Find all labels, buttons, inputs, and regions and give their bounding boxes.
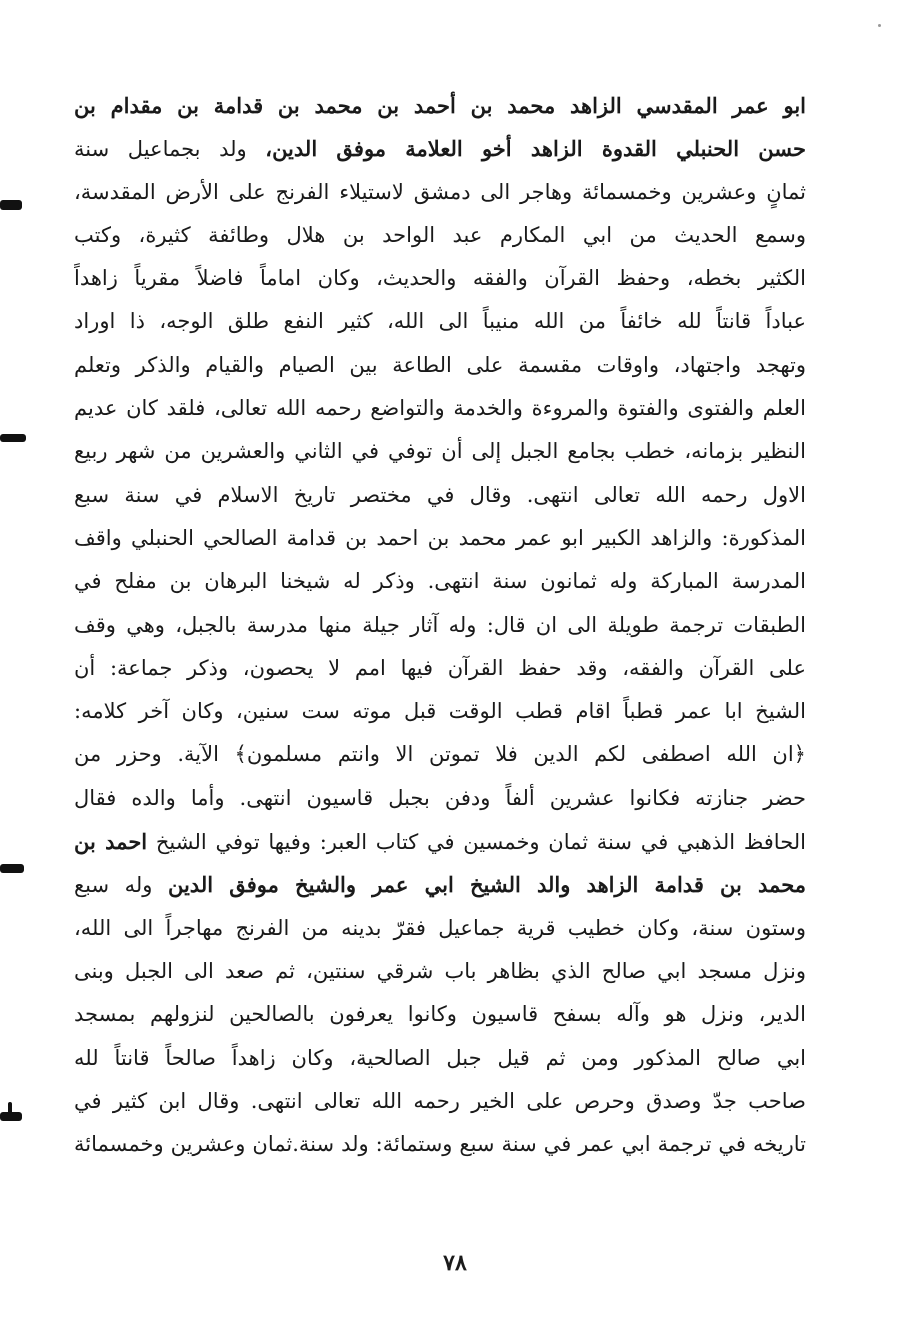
text-line [74, 344, 806, 387]
text-line [74, 950, 806, 993]
scan-speck [878, 24, 881, 27]
bold-text-segment: ابو عمر المقدسي الزاهد محمد بن أحمد بن محمد بن قدامة بن مقدام بن [74, 93, 806, 118]
text-line [74, 214, 806, 257]
margin-ink-mark [0, 200, 22, 210]
text-segment: وسمع الحديث من ابي المكارم عبد الواحد بن هلال وطائفة كثيرة، وكتب [74, 222, 806, 247]
text-line [74, 387, 806, 430]
text-line [74, 430, 806, 473]
text-segment: عباداً قانتاً لله خائفاً من الله منيباً الى الله، كثير النفع طلق الوجه، ذا اوراد [74, 309, 806, 334]
text-line [74, 820, 806, 863]
text-segment: ولد بجماعيل سنة [74, 137, 266, 162]
text-line [74, 171, 806, 214]
text-line [74, 604, 806, 647]
page-number: ٧٨ [443, 1250, 467, 1276]
text-line [74, 127, 806, 170]
text-segment: الكثير بخطه، وحفظ القرآن والفقه والحديث، وكان اماماً فاضلاً مقرياً زاهداً [74, 266, 806, 291]
text-segment: الطبقات ترجمة طويلة الى ان قال: وله آثار جيلة منها مدرسة بالجبل، وهي وقف [74, 612, 806, 637]
margin-ink-mark [0, 434, 26, 442]
text-segment: تاريخه في ترجمة ابي عمر في سنة سبع وستمائة: ولد سنة.ثمان وعشرين وخمسمائة [74, 1132, 806, 1157]
text-line [74, 733, 806, 776]
text-line [74, 907, 806, 950]
text-segment: الحافظ الذهبي في سنة ثمان وخمسين في كتاب العبر: وفيها توفي الشيخ [147, 830, 806, 855]
text-segment: على القرآن والفقه، وقد حفظ القرآن فيها امم لا يحصون، وذكر جماعة: أن [74, 655, 806, 680]
text-segment: الدير، ونزل هو وآله بسفح قاسيون وكانوا يعرفون بالصالحين لنزولهم بمسجد [74, 1002, 806, 1027]
text-segment: حضر جنازته فكانوا عشرين ألفاً ودفن بجبل قاسيون انتهى. وأما والده فقال [74, 785, 806, 810]
text-line [74, 863, 806, 906]
text-segment: ونزل مسجد ابي صالح الذي بظاهر باب شرقي سنتين، ثم صعد الى الجبل وبنى [74, 958, 806, 983]
text-segment: وستون سنة، وكان خطيب قرية جماعيل فقرّ بدينه من الفرنج مهاجراً الى الله، [74, 915, 806, 940]
text-segment: وله سبع [74, 873, 168, 898]
text-segment: العلم والفتوى والفتوة والمروءة والخدمة والتواضع رحمه الله تعالى، فلقد كان عديم [74, 396, 806, 421]
text-line [74, 517, 806, 560]
text-line [74, 777, 806, 820]
text-segment: وتهجد واجتهاد، واوقات مقسمة على الطاعة بين الصيام والقيام والذكر وتعلم [74, 352, 806, 377]
text-segment: ﴿ان الله اصطفى لكم الدين فلا تموتن الا وانتم مسلمون﴾ الآية. وحزر من [74, 742, 806, 767]
body-text [74, 84, 806, 1166]
text-line [74, 1080, 806, 1123]
text-line [74, 84, 806, 127]
margin-ink-mark [0, 864, 24, 873]
text-line [74, 1123, 806, 1166]
bold-text-segment: احمد بن [74, 829, 148, 855]
margin-ink-mark [8, 1102, 12, 1114]
text-line [74, 993, 806, 1036]
text-line [74, 560, 806, 603]
text-segment: الشيخ ابا عمر قطباً اقام قطب الوقت قبل موته ست سنين، وكان آخر كلامه: [74, 699, 806, 724]
text-line [74, 647, 806, 690]
text-line [74, 474, 806, 517]
text-segment: المدرسة المباركة وله ثمانون سنة انتهى. وذكر له شيخنا البرهان بن مفلح في [74, 569, 806, 594]
text-segment: صاحب جدّ وصدق وحرص على الخير رحمه الله تعالى انتهى. وقال ابن كثير في [74, 1088, 806, 1113]
text-segment: ثمانٍ وعشرين وخمسمائة وهاجر الى دمشق لاستيلاء الفرنج على الأرض المقدسة، [74, 179, 806, 204]
text-line [74, 690, 806, 733]
text-segment: النظير بزمانه، خطب بجامع الجبل إلى أن توفي في الثاني والعشرين من شهر ربيع [74, 439, 806, 464]
text-segment: المذكورة: والزاهد الكبير ابو عمر محمد بن احمد بن قدامة الصالحي الحنبلي واقف [74, 525, 806, 550]
bold-text-segment: محمد بن قدامة الزاهد والد الشيخ ابي عمر والشيخ موفق الدين [167, 872, 806, 898]
bold-text-segment: حسن الحنبلي القدوة الزاهد أخو العلامة موفق الدين، [265, 136, 806, 162]
text-segment: ابي صالح المذكور ومن ثم قيل جبل الصالحية، وكان زاهداً صالحاً قانتاً لله [74, 1045, 806, 1070]
text-segment: الاول رحمه الله تعالى انتهى. وقال في مختصر تاريخ الاسلام في سنة سبع [74, 482, 806, 507]
text-line [74, 300, 806, 343]
text-line [74, 257, 806, 300]
text-line [74, 1037, 806, 1080]
